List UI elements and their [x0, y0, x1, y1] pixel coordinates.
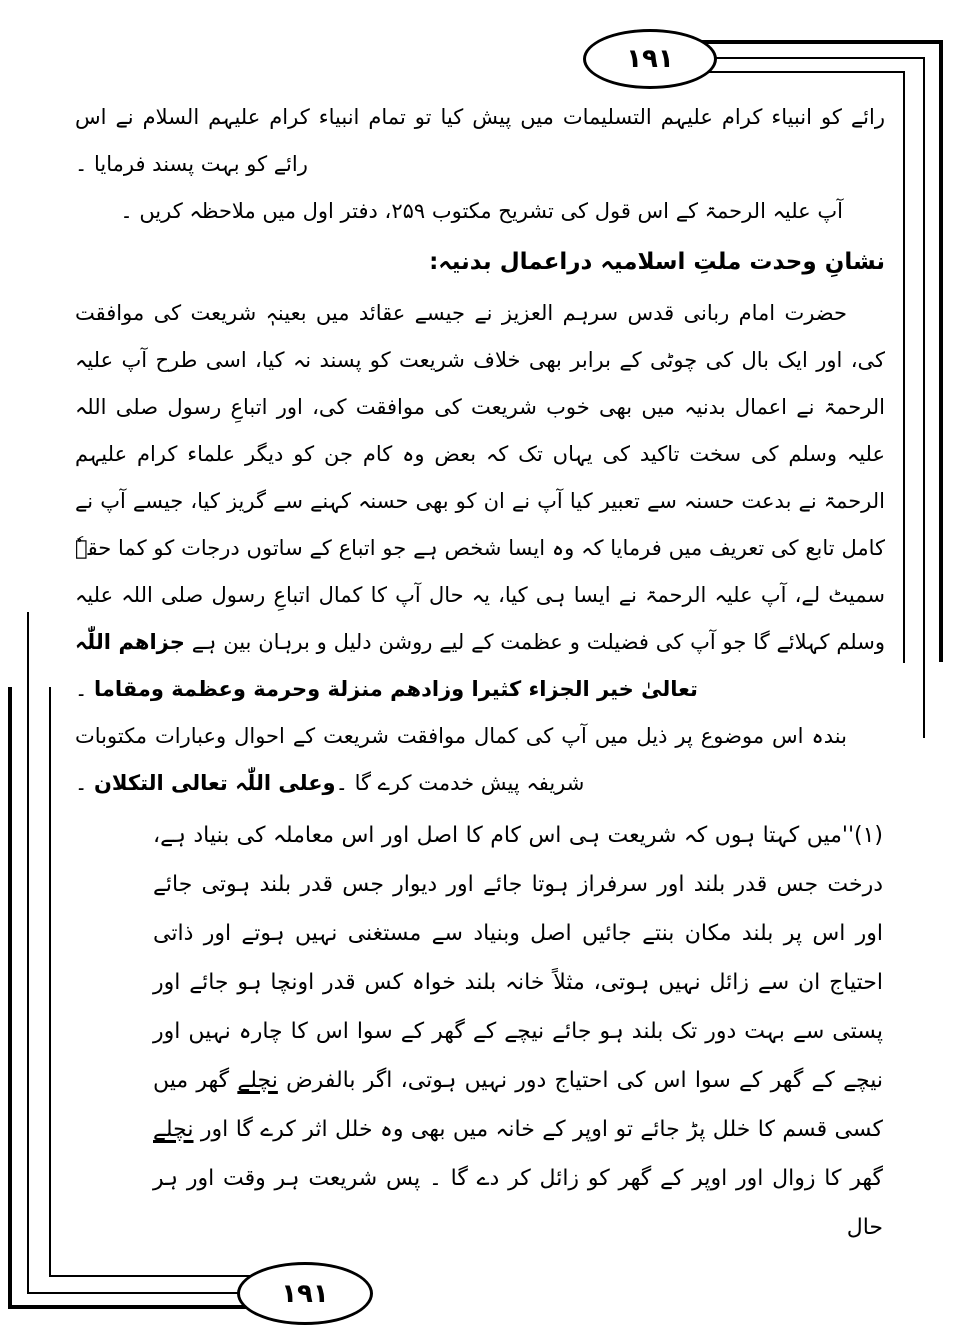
paragraph-main-tail: ۔ [75, 677, 94, 701]
quote-text-1: (۱)''میں کہتا ہوں کہ شریعت ہی اس کام کا اصل اور اس معاملہ کی بنیاد ہے، درخت جس قدر بلند اور سرفراز ہوتا جائے اور دیوار جس قدر بلند ہوتی جائے اور اس پر بلند مکان بنتے جائیں اصل وبنیاد سے مستغنی نہیں ہوتے اور ذاتی احتیاج ان سے زائل نہیں ہوتی، مثلاً خانہ بلند خواہ کس قدر اونچا ہو جائے اور پستی سے بہت دور تک بلند ہو جائے نیچے کے گھر کے سوا اس کا چارہ نہیں اور نیچے کے گھر کے سوا اس کی احتیاج دور نہیں ہوتی، اگر بالفرض [153, 823, 883, 1093]
page-number-bottom: ۱۹۱ [281, 1278, 329, 1309]
frame-right-line-middle [923, 57, 925, 738]
section-heading: نشانِ وحدت ملتِ اسلامیہ دراعمال بدنیہ: [429, 249, 885, 275]
quote-block [153, 811, 883, 1252]
paragraph-intro: رائے کو انبیاء کرام علیہم التسلیمات میں پیش کیا تو تمام انبیاء کرام علیہم السلام نے اس رائے کو بہت پسند فرمایا ۔ [75, 105, 885, 176]
frame-left-line-outer [8, 687, 12, 1309]
quote-underlined-word-1: نچلے [237, 1068, 278, 1093]
quote-text-3: گھر کا زوال اور اوپر کے گھر کو زائل کر دے گا ۔ پس شریعت ہر وقت اور ہر حال [153, 1166, 883, 1240]
quote-text-2: گھر میں کسی قسم کا خلل پڑ جائے تو اوپر کے خانہ میں بھی وہ خلل اثر کرے گا اور [153, 1068, 883, 1142]
paragraph-announce [75, 713, 885, 807]
page-number-oval-top [583, 29, 717, 89]
frame-right-line-outer [939, 40, 943, 662]
page-number-oval-bottom [237, 1262, 373, 1325]
frame-left-line-inner [49, 687, 51, 1277]
paragraph-announce-tail: ۔ [75, 771, 94, 795]
arabic-phrase-tawakkul: وعلی اللّٰہ تعالی التکلان [93, 771, 336, 795]
body-text [75, 94, 885, 1252]
quote-underlined-word-2: نچلے [153, 1117, 194, 1142]
frame-left-line-middle [27, 612, 29, 1294]
frame-right-line-inner [903, 71, 905, 663]
paragraph-announce-urdu: بندہ اس موضوع پر ذیل میں آپ کی کمال موافقت شریعت کے احوال وعبارات مکتوبات شریفہ پیش خدمت کرے گا ۔ [75, 724, 847, 795]
paragraph-main-urdu: حضرت امام ربانی قدس سرہم العزیز نے جیسے عقائد میں بعینہٖ شریعت کی موافقت کی، اور ایک بال کی چوٹی کے برابر بھی خلاف شریعت کو پسند نہ کیا، اسی طرح آپ علیہ الرحمۃ نے اعمال بدنیہ میں بھی خوب شریعت کی موافقت کی، اور اتباعِ رسول صلی اللہ علیہ وسلم کی سخت تاکید کی یہاں تک کہ بعض وہ کام جن کو دیگر علماء کرام علیہم الرحمۃ نے بدعت حسنہ سے تعبیر کیا آپ نے ان کو بھی حسنہ کہنے سے گریز کیا، جیسے آپ نے کامل تابع کی تعریف میں فرمایا کہ وہ ایسا شخص ہے جو اتباع کے ساتوں درجات کو کما حقہٗ سمیٹ لے، آپ علیہ الرحمۃ نے ایسا ہی کیا، یہ حال آپ کا کمال اتباعِ رسول صلی اللہ علیہ وسلم کہلائے گا جو آپ کی فضیلت و عظمت کے لیے روشن دلیل و برہان بین ہے [75, 301, 885, 654]
paragraph-reference: آپ علیہ الرحمۃ کے اس قول کی تشریح مکتوب ۲۵۹، دفتر اول میں ملاحظہ کریں ۔ [120, 199, 843, 223]
arabic-quote-dua: جزاھم اللّٰہ تعالیٰ خیر الجزاء کثیرا وزادھم منزلة وحرمة وعظمة ومقاما [75, 630, 698, 701]
page-number-top: ۱۹۱ [626, 44, 674, 74]
paragraph-main [75, 290, 885, 713]
